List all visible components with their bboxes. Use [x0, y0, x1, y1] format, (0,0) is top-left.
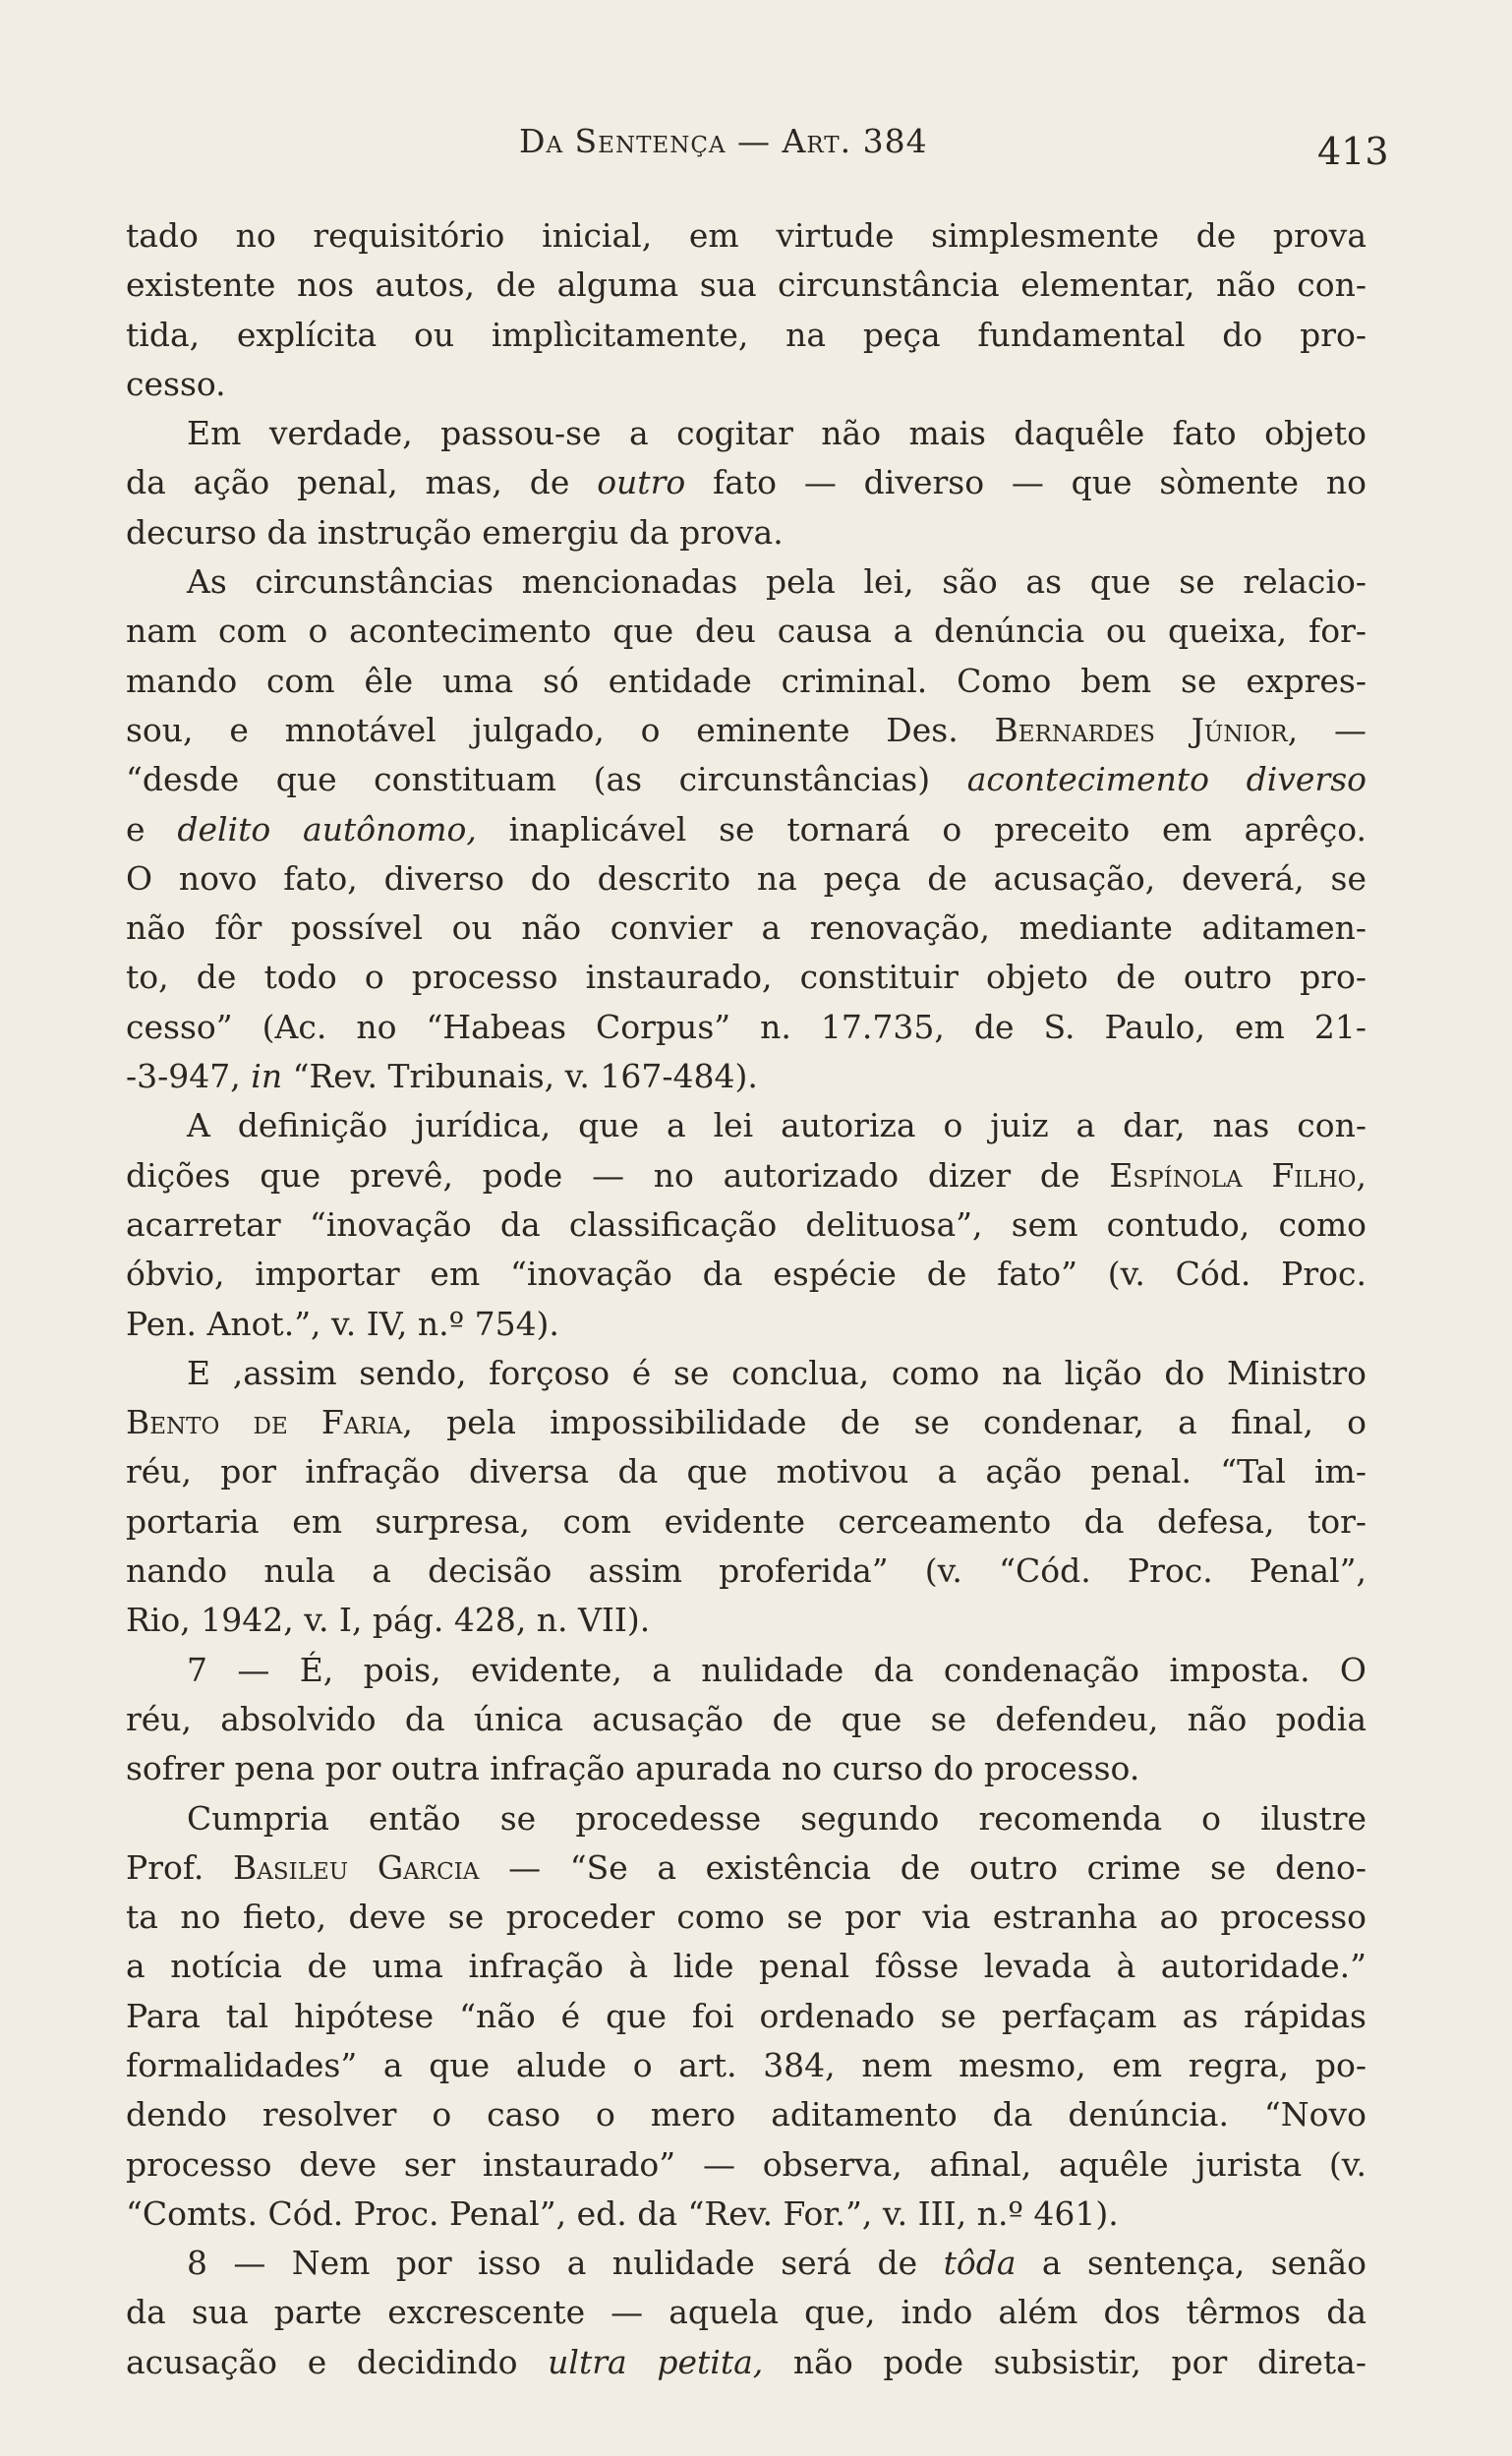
text-segment: fato — diverso — que sòmente no — [685, 463, 1367, 502]
text-line — [126, 904, 1367, 953]
italic-text: ultra petita, — [548, 2342, 764, 2381]
text-segment: 8 — Nem por isso a nulidade será de — [187, 2244, 944, 2283]
text-line — [126, 2140, 1367, 2190]
text-line — [126, 1052, 1367, 1101]
page-header — [0, 116, 1512, 175]
text-line — [126, 1349, 1367, 1398]
text-segment: cesso. — [126, 364, 226, 403]
author-name: Bento de Faria — [126, 1403, 403, 1442]
text-segment: portaria em surpresa, com evidente cerceamento da defesa, tor- — [126, 1501, 1367, 1541]
text-line — [126, 706, 1367, 755]
text-line — [126, 508, 1367, 557]
text-line — [126, 755, 1367, 804]
text-line — [126, 1744, 1367, 1793]
italic-text: delito autônomo, — [177, 809, 477, 848]
text-segment: óbvio, importar em “inovação da espécie de fato” (v. Cód. Proc. — [126, 1255, 1367, 1294]
text-segment: inaplicável se tornará o preceito em aprêço. — [476, 809, 1367, 848]
italic-text: outro — [597, 463, 686, 502]
text-segment: formalidades” a que alude o art. 384, nem mesmo, em regra, po- — [126, 2045, 1367, 2084]
text-line — [126, 1300, 1367, 1349]
text-line — [126, 2288, 1367, 2337]
text-segment: acusação e decidindo — [126, 2342, 549, 2381]
text-segment: não pode subsistir, por direta- — [763, 2342, 1367, 2381]
text-segment: As circunstâncias mencionadas pela lei, são as que se relacio- — [187, 562, 1367, 602]
text-segment: Prof. — [126, 1847, 234, 1887]
text-line — [126, 1101, 1367, 1150]
text-segment: Para tal hipótese “não é que foi ordenado se perfaçam as rápidas — [126, 1996, 1367, 2035]
italic-text: acontecimento diverso — [966, 760, 1367, 799]
text-line — [126, 1596, 1367, 1645]
text-segment: “Comts. Cód. Proc. Penal”, ed. da “Rev. For.”, v. III, n.º 461). — [126, 2193, 1119, 2233]
text-segment: da sua parte excrescente — aquela que, indo além dos têrmos da — [126, 2293, 1367, 2332]
text-segment: Em verdade, passou-se a cogitar não mais daquêle fato objeto — [187, 414, 1367, 453]
text-segment: , — [1356, 1155, 1367, 1195]
text-segment: decurso da instrução emergiu da prova. — [126, 512, 784, 552]
text-segment: acarretar “inovação da classificação delituosa”, sem contudo, como — [126, 1204, 1367, 1244]
italic-text: in — [251, 1057, 283, 1096]
text-segment: a sentença, senão — [1016, 2244, 1367, 2283]
text-segment: mando com êle uma só entidade criminal. Como bem se expres- — [126, 661, 1367, 700]
text-line — [126, 1695, 1367, 1744]
text-line — [126, 2090, 1367, 2139]
text-line — [126, 2190, 1367, 2239]
text-segment: E ,assim sendo, forçoso é se conclua, como na lição do Ministro — [187, 1353, 1367, 1392]
text-segment: sofrer pena por outra infração apurada no curso do processo. — [126, 1749, 1140, 1788]
body-text — [126, 211, 1367, 2387]
text-segment: a notícia de uma infração à lide penal fôsse levada à autoridade.” — [126, 1947, 1367, 1986]
text-line — [126, 409, 1367, 458]
text-line — [126, 261, 1367, 310]
text-segment: Rio, 1942, v. I, pág. 428, n. VII). — [126, 1601, 651, 1640]
text-segment: “Rev. Tribunais, v. 167-484). — [282, 1057, 758, 1096]
author-name: Basileu Garcia — [233, 1847, 480, 1887]
text-segment: Pen. Anot.”, v. IV, n.º 754). — [126, 1304, 559, 1343]
text-segment: 7 — É, pois, evidente, a nulidade da condenação imposta. O — [187, 1650, 1367, 1689]
text-segment: tida, explícita ou implìcitamente, na peça fundamental do pro- — [126, 315, 1367, 354]
text-line — [126, 1003, 1367, 1052]
text-line — [126, 2041, 1367, 2090]
text-line — [126, 607, 1367, 656]
text-segment: não fôr possível ou não convier a renovação, mediante aditamen- — [126, 908, 1367, 948]
text-line — [126, 805, 1367, 854]
text-line — [126, 1794, 1367, 1843]
text-line — [126, 1497, 1367, 1547]
text-line — [126, 2239, 1367, 2288]
text-line — [126, 1893, 1367, 1942]
text-line — [126, 360, 1367, 409]
text-line — [126, 1447, 1367, 1496]
text-line — [126, 1547, 1367, 1596]
text-line — [126, 1200, 1367, 1250]
author-name: Bernardes Júnior — [994, 710, 1288, 749]
text-segment: O novo fato, diverso do descrito na peça de acusação, deverá, se — [126, 858, 1367, 898]
italic-text: tôda — [943, 2244, 1017, 2283]
text-segment: , pela impossibilidade de se condenar, a final, o — [402, 1403, 1367, 1442]
text-line — [126, 1250, 1367, 1299]
text-segment: tado no requisitório inicial, em virtude simplesmente de prova — [126, 216, 1367, 255]
text-segment: to, de todo o processo instaurado, constituir objeto de outro pro- — [126, 958, 1367, 997]
text-segment: — “Se a existência de outro crime se deno- — [479, 1847, 1367, 1887]
text-segment: existente nos autos, de alguma sua circunstância elementar, não con- — [126, 265, 1367, 305]
text-segment: réu, por infração diversa da que motivou a ação penal. “Tal im- — [126, 1452, 1367, 1491]
text-segment: Cumpria então se procedesse segundo recomenda o ilustre — [187, 1798, 1367, 1838]
author-name: Espínola Filho — [1109, 1155, 1357, 1195]
text-segment: ta no fieto, deve se proceder como se por via estranha ao processo — [126, 1898, 1367, 1937]
text-segment: nam com o acontecimento que deu causa a denúncia ou queixa, for- — [126, 612, 1367, 651]
text-line — [126, 1646, 1367, 1695]
text-segment: nando nula a decisão assim proferida” (v. “Cód. Proc. Penal”, — [126, 1551, 1367, 1591]
text-line — [126, 953, 1367, 1002]
text-line — [126, 854, 1367, 904]
text-line — [126, 1942, 1367, 1991]
text-line — [126, 311, 1367, 360]
text-segment: da ação penal, mas, de — [126, 463, 598, 502]
text-line — [126, 211, 1367, 261]
text-line — [126, 657, 1367, 706]
text-segment: dendo resolver o caso o mero aditamento da denúncia. “Novo — [126, 2095, 1367, 2134]
text-line — [126, 557, 1367, 607]
text-segment: réu, absolvido da única acusação de que se defendeu, não podia — [126, 1699, 1367, 1738]
text-segment: sou, e mnotável julgado, o eminente Des. — [126, 710, 995, 749]
text-line — [126, 2338, 1367, 2387]
text-line — [126, 1843, 1367, 1893]
text-line — [126, 1151, 1367, 1200]
text-segment: “desde que constituam (as circunstâncias) — [126, 760, 967, 799]
text-line — [126, 458, 1367, 507]
text-segment: -3-947, — [126, 1057, 252, 1096]
page-number: 413 — [1317, 130, 1389, 173]
text-segment: e — [126, 809, 178, 848]
text-line — [126, 1992, 1367, 2041]
running-head: Da Sentença — Art. 384 — [519, 122, 928, 160]
text-segment: dições que prevê, pode — no autorizado dizer de — [126, 1155, 1110, 1195]
text-segment: , — — [1287, 710, 1367, 749]
text-segment: cesso” (Ac. no “Habeas Corpus” n. 17.735, de S. Paulo, em 21- — [126, 1007, 1367, 1046]
text-segment: processo deve ser instaurado” — observa, afinal, aquêle jurista (v. — [126, 2144, 1367, 2184]
text-line — [126, 1398, 1367, 1447]
text-segment: A definição jurídica, que a lei autoriza o juiz a dar, nas con- — [187, 1106, 1367, 1145]
